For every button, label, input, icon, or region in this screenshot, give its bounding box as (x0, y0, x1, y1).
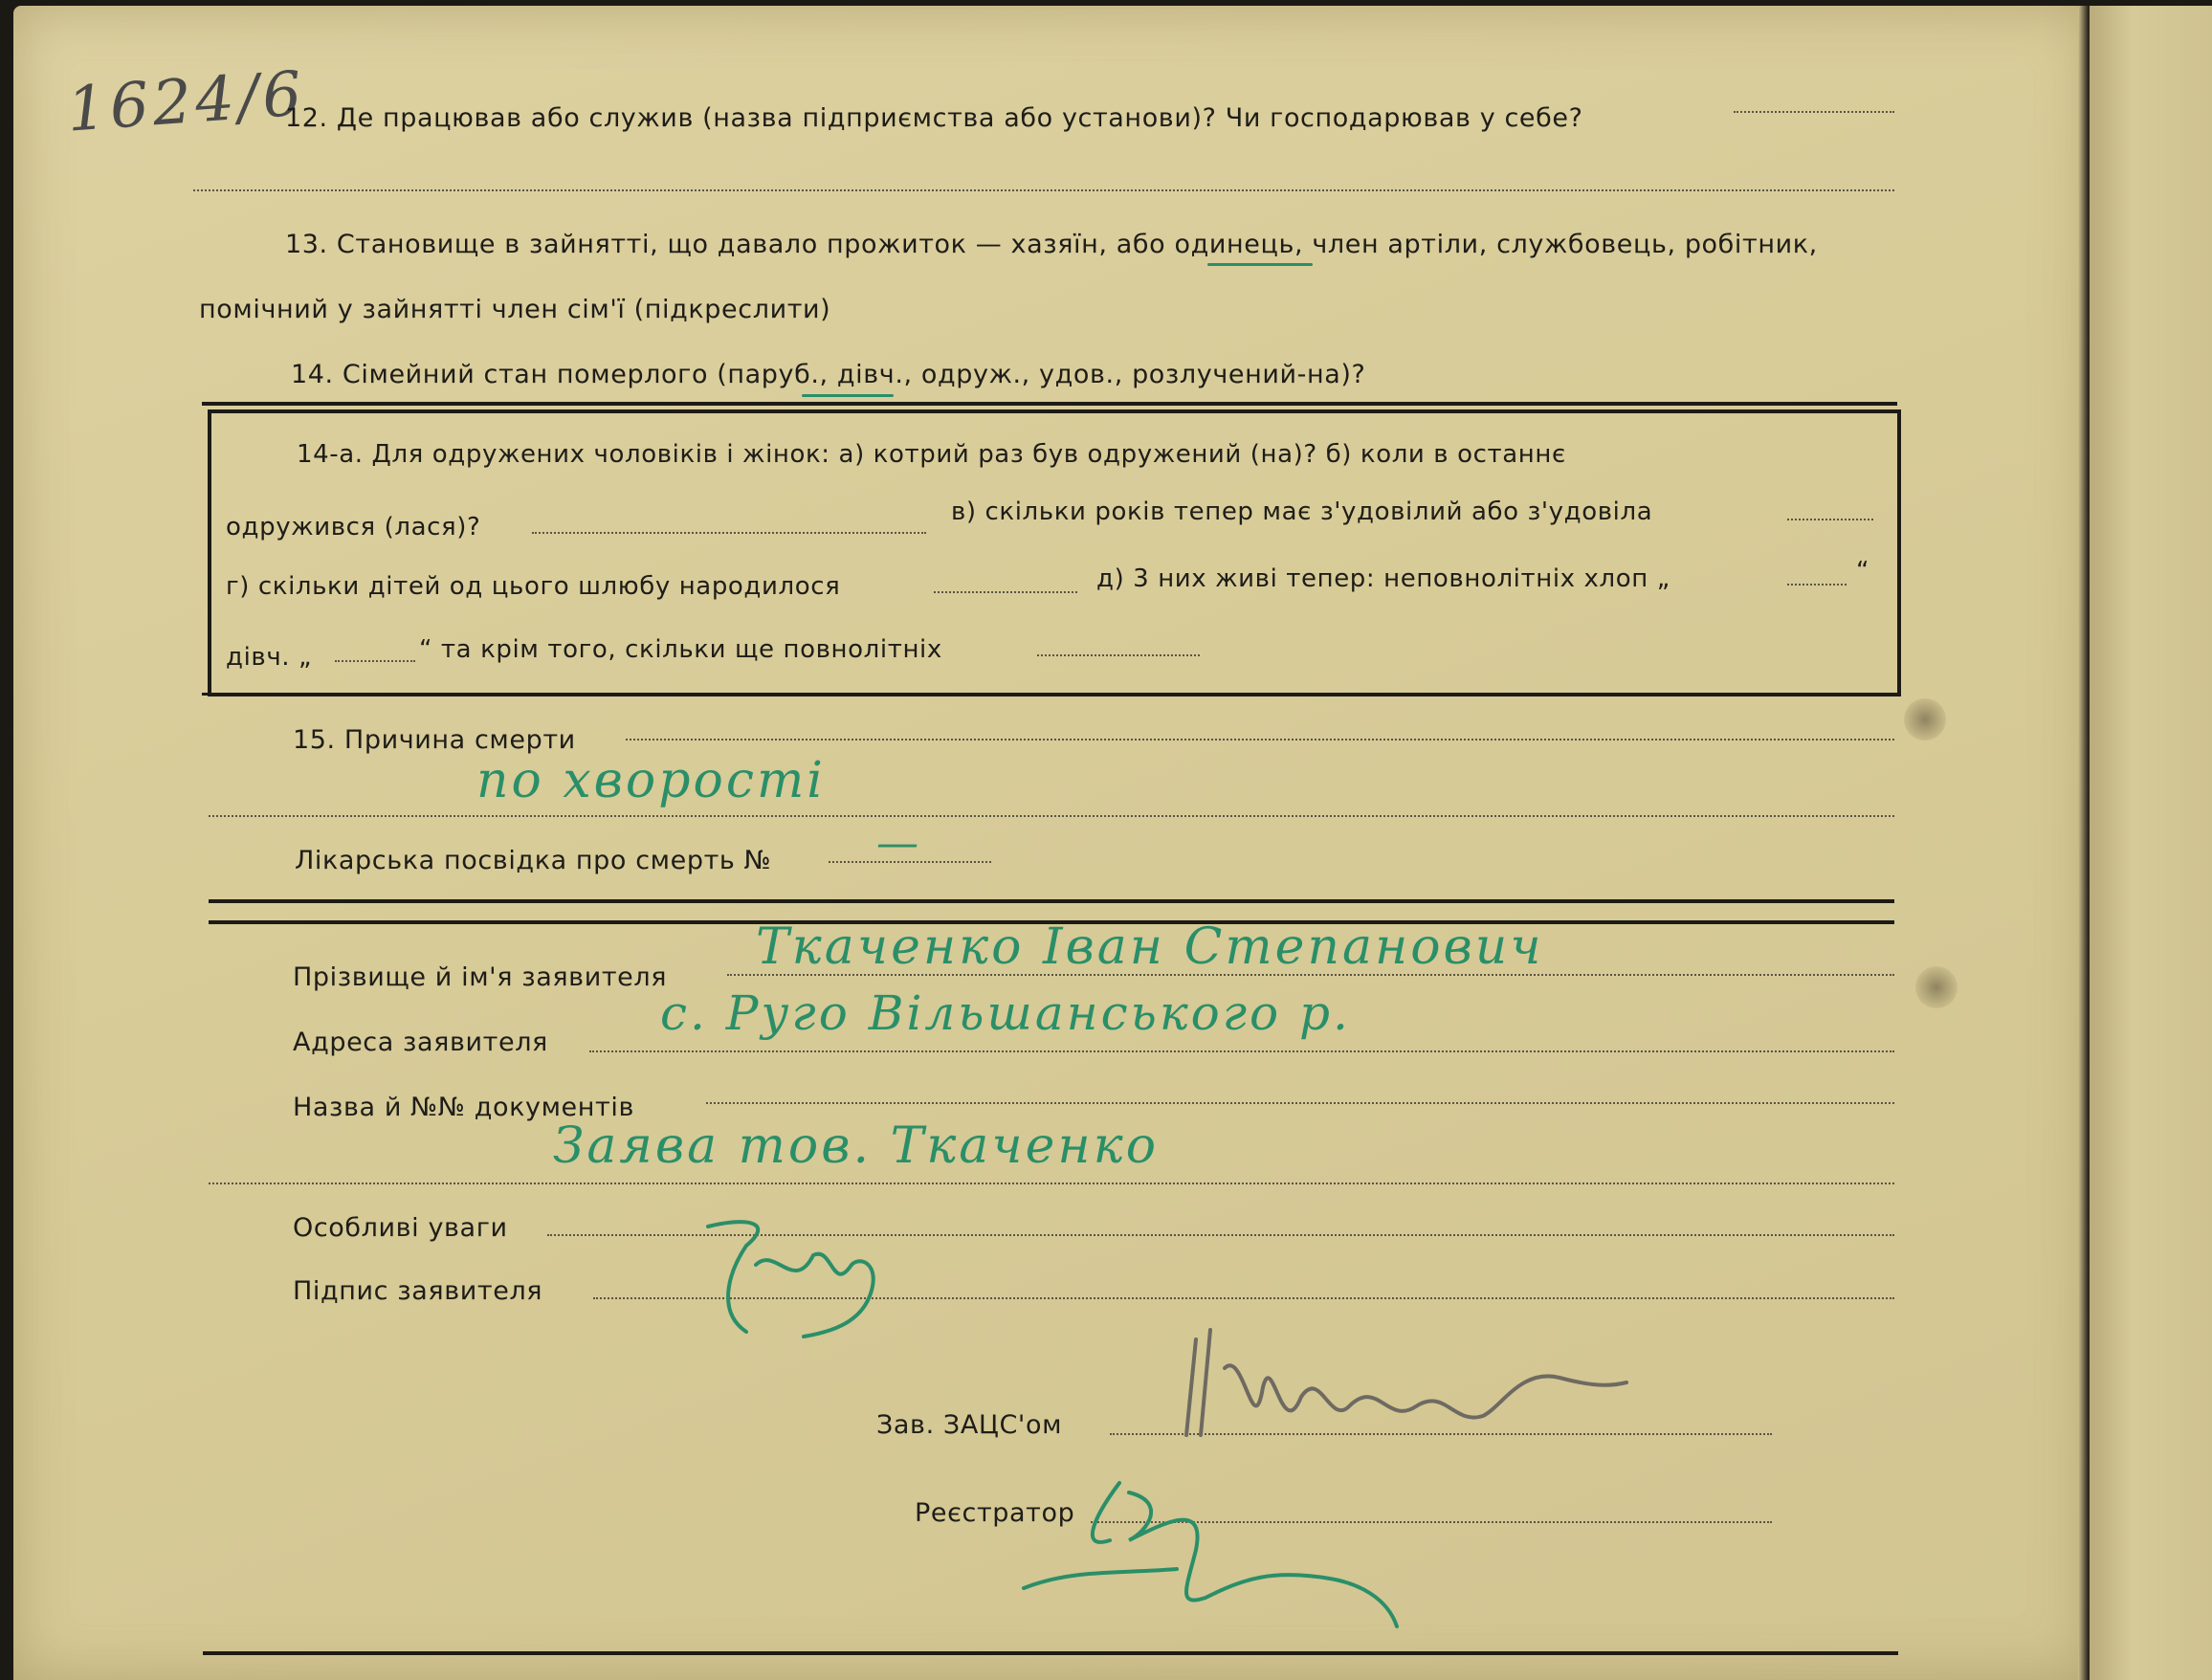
q14a-line3a: г) скільки дітей од цього шлюбу народилося (226, 572, 841, 601)
q14a-line3b: д) 3 них живі тепер: неповнолітніх хлоп „ (1096, 564, 1670, 593)
q14a-line1: 14-а. Для одружених чоловіків і жінок: а) котрий раз був одружений (на)? б) коли в останнє (297, 440, 1566, 469)
applicant-notes-label: Особливі уваги (293, 1213, 508, 1243)
q13-line2: помічний у зайнятті член сім'ї (підкреслити) (199, 295, 831, 324)
punch-hole (1904, 698, 1946, 741)
applicant-signature-label: Підпис заявителя (293, 1276, 543, 1306)
applicant-address-value: с. Руго Вільшанського р. (660, 985, 1351, 1041)
applicant-docs-line (706, 1102, 1894, 1104)
registrar-signature (1014, 1464, 1416, 1655)
applicant-name-value: Ткаченко Іван Степанович (756, 918, 1544, 976)
q12-answer-line (1734, 111, 1894, 113)
q15-answer-line (626, 739, 1894, 741)
q14-underline-mark (802, 394, 894, 397)
q13-line1: 13. Становище в зайнятті, що давало прожиток — хазяїн, або одинець, член артіли, службовець, робітник, (285, 230, 1818, 259)
certificate-answer: — (876, 819, 921, 868)
q14a-line4a: дівч. „ (226, 643, 313, 672)
box-top-rule (202, 402, 1897, 406)
q15-label: 15. Причина смерти (293, 725, 576, 755)
corner-number: 1624/6 (64, 58, 308, 146)
applicant-address-line (589, 1050, 1894, 1052)
q12-answer-line-2 (193, 189, 1894, 191)
q14a-line2a: одружився (лася)? (226, 513, 481, 542)
q14a-line2-blank (532, 532, 926, 534)
q14a-line2b: в) скільки років тепер має з'удовілий або з'удовіла (951, 497, 1653, 526)
q14a-line2-blank-2 (1787, 519, 1873, 520)
q13-underline-mark (1207, 263, 1313, 266)
adjacent-page-edge (2090, 6, 2212, 1680)
q14a-line3-blank (934, 591, 1077, 593)
applicant-docs-value: Заява тов. Ткаченко (553, 1117, 1160, 1175)
applicant-docs-line-2 (209, 1183, 1894, 1184)
head-of-office-label: Зав. ЗАЦС'ом (876, 1410, 1063, 1440)
section-divider-top (209, 899, 1894, 903)
q14-label: 14. Сімейний стан померлого (паруб., дівч., одруж., удов., розлучений-на)? (291, 360, 1366, 389)
page-bottom-rule (203, 1651, 1898, 1655)
q14a-line4-blank-2 (1037, 654, 1200, 656)
q14a-line4-blank (335, 660, 415, 662)
applicant-address-label: Адреса заявителя (293, 1028, 548, 1057)
box-bottom-rule (202, 693, 1897, 696)
q15-answer-line-2 (209, 815, 1894, 817)
q14a-line3c: “ (1856, 557, 1870, 586)
certificate-label: Лікарська посвідка про смерть № (295, 846, 772, 875)
registrar-label: Реєстратор (915, 1498, 1075, 1528)
q14a-line4b: “ та крім того, скільки ще повнолітніх (419, 635, 942, 664)
applicant-docs-label: Назва й №№ документів (293, 1093, 634, 1122)
q15-answer: по хворості (476, 752, 826, 809)
q14a-line3-blank-2 (1787, 584, 1847, 586)
q12-label: 12. Де працював або служив (назва підприємства або установи)? Чи господарював у себе? (285, 103, 1583, 133)
applicant-name-label: Прізвище й ім'я заявителя (293, 962, 668, 992)
applicant-signature (689, 1207, 909, 1351)
punch-hole (1915, 966, 1958, 1008)
